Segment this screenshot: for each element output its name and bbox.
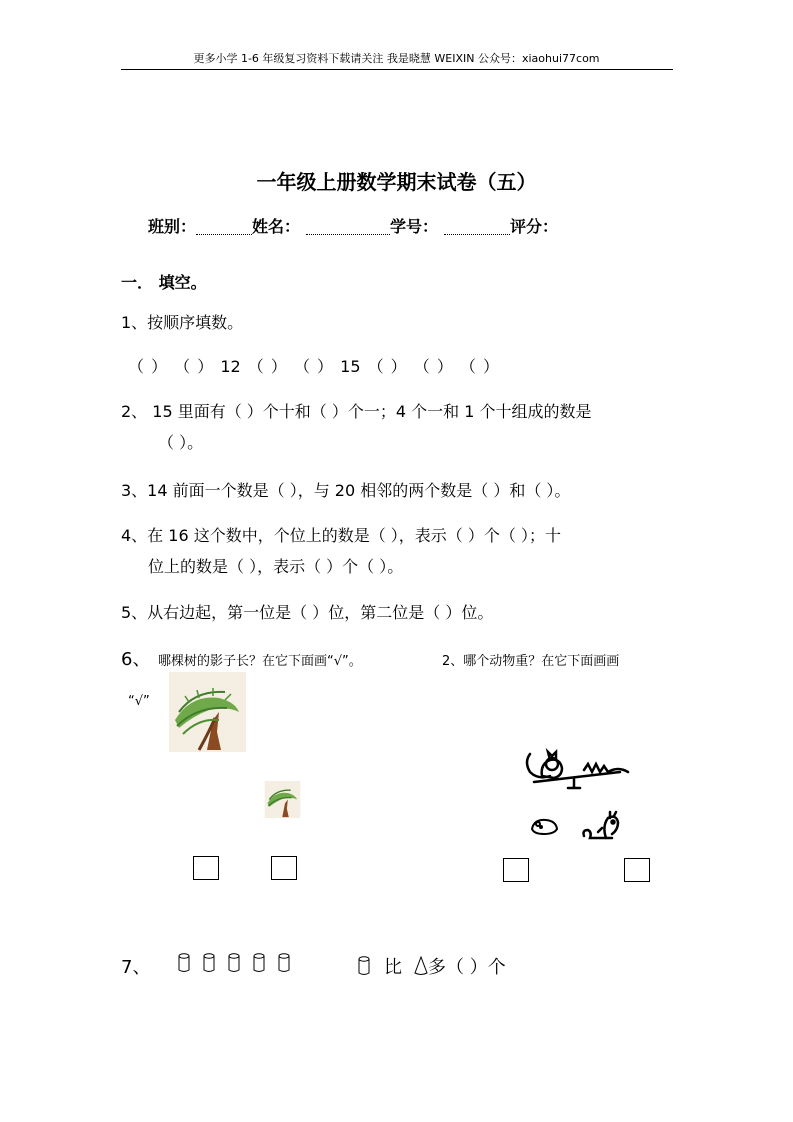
question-4-line1: 4、在 16 这个数中，个位上的数是（ ），表示（ ）个（ ）；十 xyxy=(121,526,561,545)
question-6-part1: 哪棵树的影子长？在它下面画“√”。 xyxy=(158,654,362,669)
question-4-line2: 位上的数是（ ），表示（ ）个（ ）。 xyxy=(148,557,404,576)
question-5: 5、从右边起，第一位是（ ）位，第二位是（ ）位。 xyxy=(121,603,494,622)
section-heading: 一． 填空。 xyxy=(121,273,207,292)
answer-box-mouse[interactable] xyxy=(503,858,529,882)
id-blank[interactable] xyxy=(444,218,510,235)
cylinder-group xyxy=(178,953,303,973)
tree-large-icon xyxy=(169,672,246,752)
tree-small-icon xyxy=(264,781,301,818)
answer-box-tree-large[interactable] xyxy=(193,856,219,880)
question-7-compare xyxy=(358,953,506,979)
question-6-mark: “√” xyxy=(128,694,150,709)
answer-box-squirrel[interactable] xyxy=(624,858,650,882)
question-7-number: 7、 xyxy=(121,957,151,978)
question-3: 3、14 前面一个数是（ ），与 20 相邻的两个数是（ ）和（ ）。 xyxy=(121,481,571,500)
cylinder-icon xyxy=(228,953,240,973)
question-2-line2: （ ）。 xyxy=(158,433,204,452)
student-info-row xyxy=(148,214,558,237)
cylinder-icon xyxy=(178,953,190,973)
question-6-part2: 2、哪个动物重？在它下面画画 xyxy=(442,654,620,669)
question-1-sequence: （ ） （ ） 12 （ ） （ ） 15 （ ） （ ） （ ） xyxy=(128,357,500,376)
mouse-icon xyxy=(528,815,560,837)
question-1: 1、按顺序填数。 xyxy=(121,313,244,332)
more-text: 多（ ）个 xyxy=(428,957,506,978)
name-blank[interactable] xyxy=(306,218,390,235)
page-title: 一年级上册数学期末试卷（五） xyxy=(256,170,537,194)
squirrel-icon xyxy=(580,810,622,842)
cylinder-icon xyxy=(358,956,370,976)
question-6-number: 6、 xyxy=(121,649,151,670)
score-label: 评分： xyxy=(510,217,559,236)
id-label: 学号： xyxy=(390,217,439,236)
class-blank[interactable] xyxy=(196,218,252,235)
page-header: 更多小学 1-6 年级复习资料下载请关注 我是晓慧 WEIXIN 公众号：xiaohui77com xyxy=(193,52,600,65)
question-2-line1: 2、 15 里面有（ ）个十和（ ）个一；4 个一和 1 个十组成的数是 xyxy=(121,402,592,421)
cone-icon xyxy=(414,956,428,976)
cylinder-icon xyxy=(253,953,265,973)
cylinder-icon xyxy=(278,953,290,973)
cat-seesaw-icon xyxy=(520,742,632,792)
cylinder-icon xyxy=(203,953,215,973)
class-label: 班别： xyxy=(148,217,197,236)
compare-text: 比 xyxy=(384,957,402,978)
header-divider xyxy=(121,69,673,70)
name-label: 姓名： xyxy=(252,217,301,236)
answer-box-tree-small[interactable] xyxy=(271,856,297,880)
